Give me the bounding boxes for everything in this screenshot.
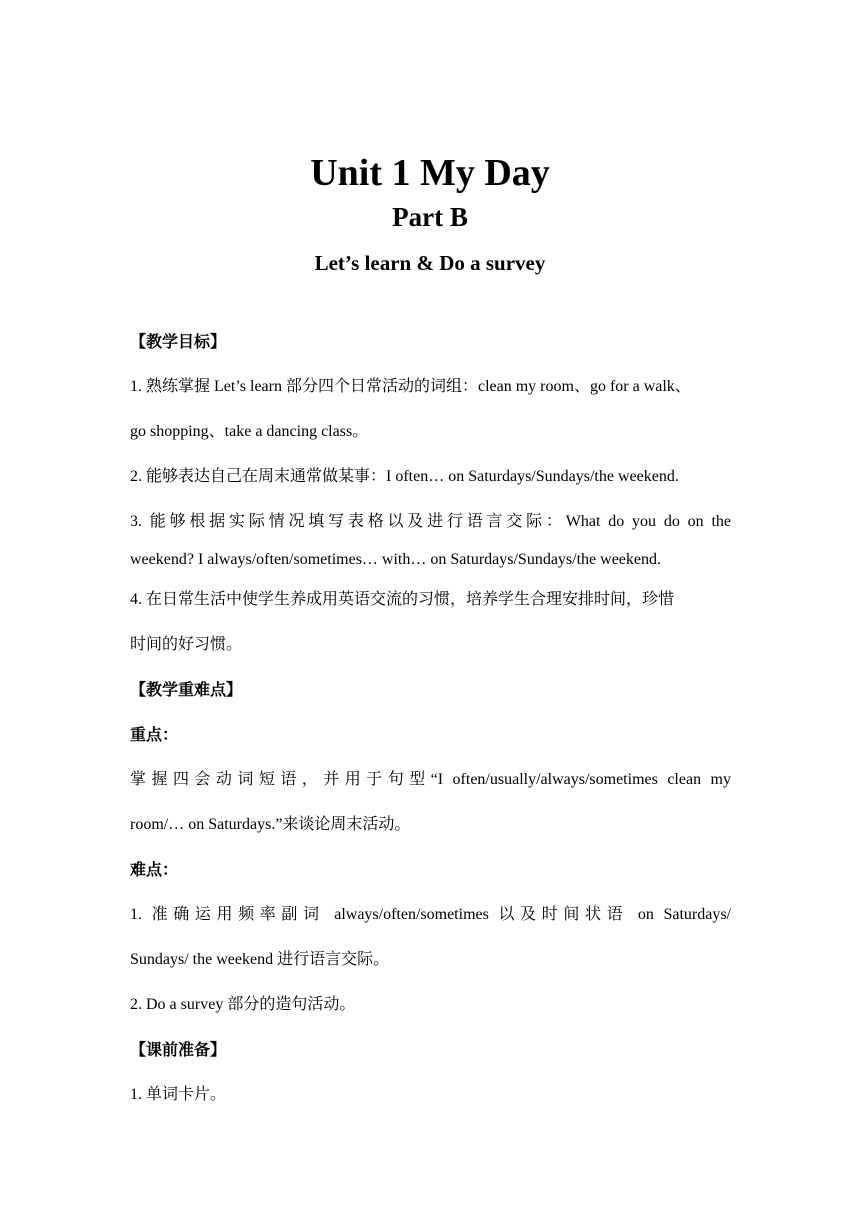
document-subtitle: Part B bbox=[392, 202, 468, 232]
focus-label: 重点： bbox=[130, 725, 179, 744]
difficulty-1-line-2: Sundays/ the weekend 进行语言交际。 bbox=[130, 951, 390, 968]
objective-1-line-1: 1. 熟练掌握 Let’s learn 部分四个日常活动的词组：clean my room、go for a walk、 bbox=[130, 378, 691, 395]
preparation-heading: 【课前准备】 bbox=[130, 1040, 227, 1059]
difficulty-2: 2. Do a survey 部分的造句活动。 bbox=[130, 996, 356, 1013]
objective-1-line-2: go shopping、take a dancing class。 bbox=[130, 423, 369, 440]
difficulty-label: 难点： bbox=[130, 860, 179, 879]
objective-3-line-1: 3. 能够根据实际情况填写表格以及进行语言交际：What do you do on the bbox=[130, 513, 731, 530]
lesson-title: Let’s learn & Do a survey bbox=[314, 251, 546, 275]
difficulty-1-line-1: 1. 准确运用频率副词 always/often/sometimes 以及时间状语 on Saturdays/ bbox=[130, 906, 731, 923]
objective-4-line-2: 时间的好习惯。 bbox=[130, 636, 243, 653]
objective-4-line-1: 4. 在日常生活中使学生养成用英语交流的习惯，培养学生合理安排时间，珍惜 bbox=[130, 591, 675, 608]
document-title: Unit 1 My Day bbox=[310, 152, 550, 194]
objective-2: 2. 能够表达自己在周末通常做某事：I often… on Saturdays/Sundays/the weekend. bbox=[130, 468, 679, 485]
preparation-item-1: 1. 单词卡片。 bbox=[130, 1086, 227, 1103]
key-points-heading: 【教学重难点】 bbox=[130, 680, 243, 699]
objectives-heading: 【教学目标】 bbox=[130, 332, 227, 351]
focus-line-1: 掌握四会动词短语，并用于句型“I often/usually/always/sometimes clean my bbox=[130, 771, 731, 788]
objective-3-line-2: weekend? I always/often/sometimes… with… on Saturdays/Sundays/the weekend. bbox=[130, 551, 661, 568]
focus-line-2: room/… on Saturdays.”来谈论周末活动。 bbox=[130, 816, 411, 833]
